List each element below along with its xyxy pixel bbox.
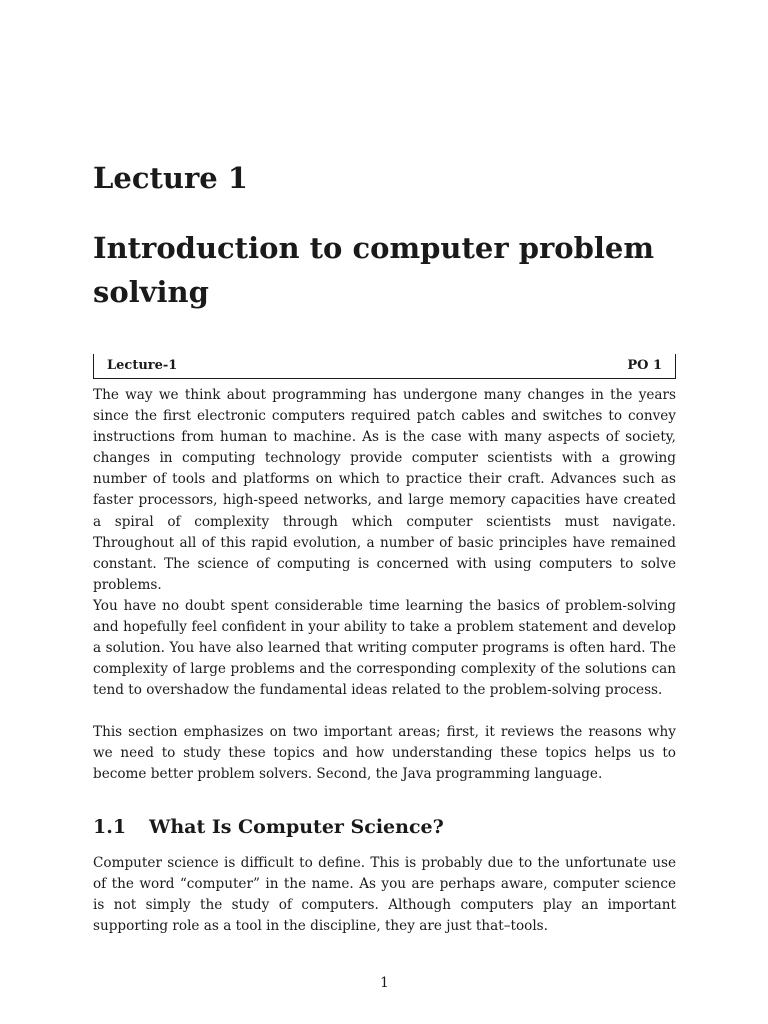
page-number: 1 [380,975,389,991]
section-title: What Is Computer Science? [149,816,444,838]
chapter-title: Introduction to computer problem solving [93,231,655,309]
section-heading [93,813,444,841]
lecture-info-box [93,354,676,379]
program-outcome: PO 1 [627,358,662,373]
paragraph-intro: The way we think about programming has undergone many changes in the years since the first electronic computers required patch cables and switches to convey instructions from human to machine. As is the case with many aspects of society, changes in computing technology provide computer scientists with a growing number of tools and platforms on which to practice their craft. Advances such as faster processors, high-speed networks, and large memory capacities have created a spiral of complexity through which computer scientists must navigate. Throughout all of this rapid evolution, a number of basic principles have remained constant. The science of computing is concerned with using computers to solve problems. [93,387,676,593]
chapter-label: Lecture 1 [93,161,248,195]
paragraph-what-is-cs: Computer science is difficult to define. This is probably due to the unfortunate use of the word “computer” in the name. As you are perhaps aware, computer science is not simply the study of computers. Although computers play an important supporting role as a tool in the discipline, they are just that–tools. [93,855,676,935]
lecture-id: Lecture-1 [107,358,178,373]
paragraph-problem-solving: You have no doubt spent considerable time learning the basics of problem-solving and hopefully feel confident in your ability to take a problem statement and develop a solution. You have also learned that writing computer programs is often hard. The complexity of large problems and the corresponding complexity of the solutions can tend to overshadow the fundamental ideas related to the problem-solving process. [93,598,676,699]
section-number: 1.1 [93,816,127,838]
paragraph-section-overview: This section emphasizes on two important areas; first, it reviews the reasons why we need to study these topics and how understanding these topics helps us to become better problem solvers. Second, the Java programming language. [93,724,676,783]
document-page [93,0,676,1024]
